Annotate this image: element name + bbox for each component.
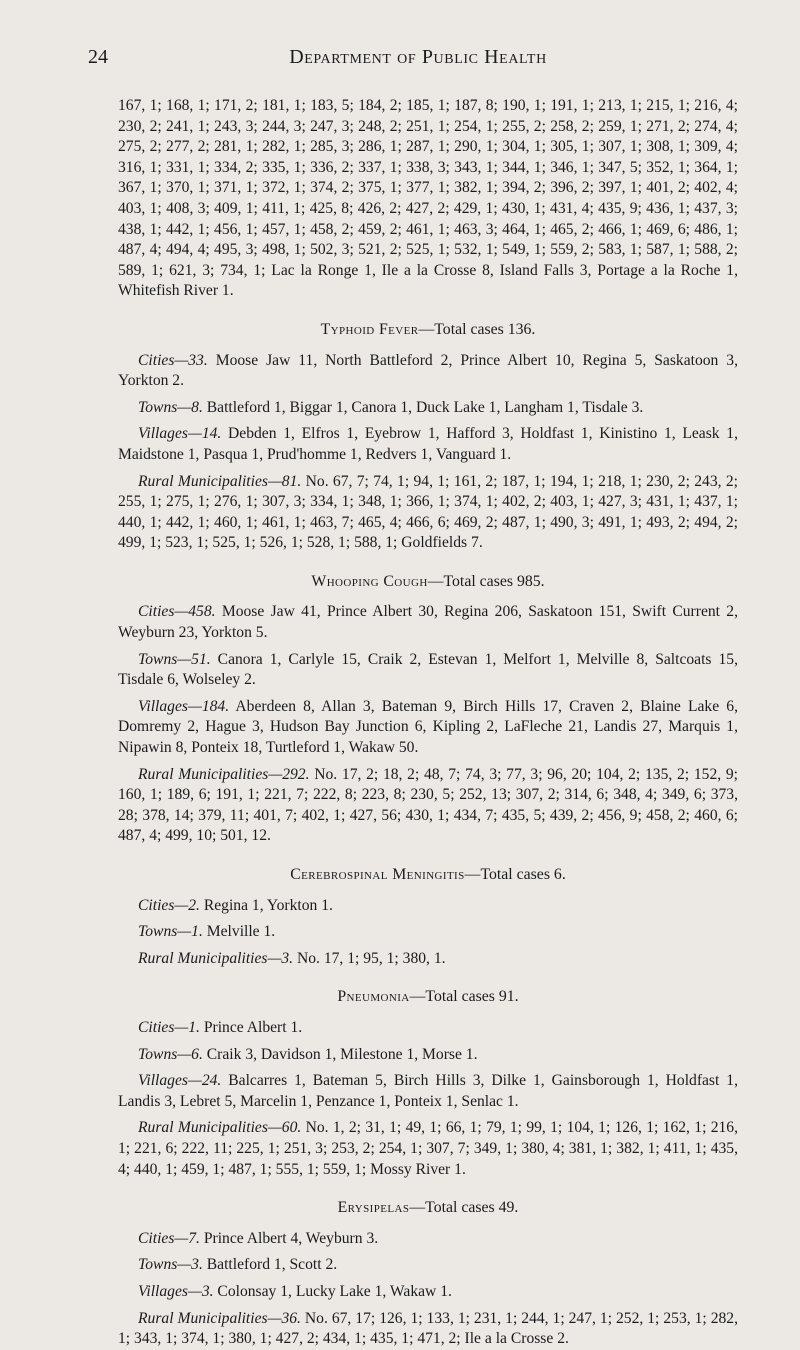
typhoid-towns: [118, 398, 738, 419]
page-number: 24: [88, 46, 108, 68]
category-label: Cities—458.: [138, 603, 216, 621]
category-label: Villages—3.: [138, 1282, 214, 1300]
typhoid-villages: [118, 424, 738, 465]
category-label: Villages—24.: [138, 1072, 222, 1090]
category-label: Villages—184.: [138, 697, 230, 715]
running-head: Department of Public Health: [289, 46, 547, 68]
category-text: Battleford 1, Biggar 1, Canora 1, Duck Lake 1, Langham 1, Tisdale 3.: [202, 398, 644, 416]
category-label: Towns—51.: [138, 650, 211, 668]
section-heading-whooping: [118, 572, 738, 593]
category-text: No. 17, 1; 95, 1; 380, 1.: [293, 949, 446, 967]
pneumonia-villages: [118, 1071, 738, 1112]
typhoid-cities: [118, 351, 738, 392]
section-total: —Total cases 6.: [464, 866, 566, 883]
category-label: Villages—14.: [138, 425, 222, 443]
section-name: Whooping Cough: [311, 572, 428, 590]
category-text: Moose Jaw 41, Prince Albert 30, Regina 206, Saskatoon 151, Swift Current 2, Weyburn 23, Yorkton 5.: [118, 603, 738, 642]
erysipelas-villages: [118, 1282, 738, 1303]
meningitis-cities: [118, 896, 738, 917]
category-text: Melville 1.: [202, 923, 276, 941]
category-text: Craik 3, Davidson 1, Milestone 1, Morse 1.: [202, 1045, 478, 1063]
section-heading-typhoid: [118, 320, 738, 341]
section-total: —Total cases 49.: [409, 1199, 519, 1217]
page-header: [88, 46, 748, 70]
section-name: Erysipelas: [337, 1199, 410, 1217]
pneumonia-towns: [118, 1045, 738, 1066]
pneumonia-rural: [118, 1118, 738, 1180]
category-label: Towns—6.: [138, 1045, 203, 1063]
category-label: Towns—1.: [138, 923, 203, 941]
category-label: Rural Municipalities—36.: [138, 1309, 301, 1327]
category-label: Cities—1.: [138, 1018, 200, 1036]
category-text: Aberdeen 8, Allan 3, Bateman 9, Birch Hills 17, Craven 2, Blaine Lake 6, Domremy 2, Hague 3, Hudson Bay Junction 6, Kipling 2, LaFleche 21, Landis 27, Marquis 1, Nipawin 8, Ponteix 18, Turtleford 1, Wakaw 50.: [118, 697, 738, 757]
category-text: No. 1, 2; 31, 1; 49, 1; 66, 1; 79, 1; 99, 1; 104, 1; 126, 1; 162, 1; 216, 1; 221, 6; 222, 11; 225, 1; 251, 3; 253, 2; 254, 1; 307, 7; 349, 1; 380, 4; 381, 1; 382, 1; 411, 1; 435, 4; 440, 1; 459, 1; 487, 1; 555, 1; 559, 1; Mossy River 1.: [118, 1119, 739, 1178]
meningitis-rural: [118, 949, 738, 970]
category-label: Cities—7.: [138, 1229, 200, 1247]
category-text: No. 67, 17; 126, 1; 133, 1; 231, 1; 244, 1; 247, 1; 252, 1; 253, 1; 282, 1; 343, 1; 374, 1; 380, 1; 427, 2; 434, 1; 435, 1; 471, 2; Ile a la Crosse 2.: [118, 1309, 739, 1348]
category-label: Rural Municipalities—292.: [138, 765, 310, 783]
category-text: Moose Jaw 11, North Battleford 2, Prince Albert 10, Regina 5, Saskatoon 3, Yorkton 2.: [118, 351, 738, 390]
typhoid-rural: [118, 472, 738, 554]
section-name: Cerebrospinal Meningitis: [290, 866, 465, 883]
section-heading-erysipelas: [118, 1198, 738, 1219]
category-label: Towns—3.: [138, 1256, 203, 1274]
category-label: Rural Municipalities—60.: [138, 1119, 302, 1137]
category-text: Prince Albert 4, Weyburn 3.: [199, 1229, 379, 1247]
section-total: —Total cases 985.: [427, 572, 545, 590]
category-label: Rural Municipalities—81.: [138, 472, 302, 490]
category-label: Towns—8.: [138, 398, 203, 416]
category-label: Rural Municipalities—3.: [138, 949, 294, 967]
category-text: Regina 1, Yorkton 1.: [199, 896, 333, 914]
section-total: —Total cases 91.: [409, 988, 519, 1006]
pneumonia-cities: [118, 1018, 738, 1039]
category-label: Cities—2.: [138, 896, 200, 914]
section-name: Typhoid Fever: [320, 320, 419, 338]
category-text: Canora 1, Carlyle 15, Craik 2, Estevan 1, Melfort 1, Melville 8, Saltcoats 15, Tisdale 6, Wolseley 2.: [118, 650, 738, 689]
section-heading-meningitis: [118, 865, 738, 886]
section-name: Pneumonia: [337, 988, 410, 1006]
category-text: No. 67, 7; 74, 1; 94, 1; 161, 2; 187, 1; 194, 1; 218, 1; 230, 2; 243, 2; 255, 1; 275, 1; 276, 1; 307, 3; 334, 1; 348, 1; 366, 1; 374, 1; 402, 2; 403, 1; 427, 3; 431, 1; 437, 1; 440, 1; 442, 1; 460, 1; 461, 1; 463, 7; 465, 4; 466, 6; 469, 2; 487, 1; 490, 3; 491, 1; 493, 2; 494, 2; 499, 1; 523, 1; 525, 1; 526, 1; 528, 1; 588, 1; Goldfields 7.: [118, 472, 738, 552]
intro-paragraph: 167, 1; 168, 1; 171, 2; 181, 1; 183, 5; 184, 2; 185, 1; 187, 8; 190, 1; 191, 1; 213, 1; 215, 1; 216, 4; 230, 2; 241, 1; 243, 3; 244, 3; 247, 3; 248, 2; 251, 1; 254, 1; 255, 2; 258, 2; 259, 1; 271, 2; 274, 4; 275, 2; 277, 2; 281, 1; 282, 1; 285, 3; 286, 1; 287, 1; 290, 1; 304, 1; 305, 1; 307, 1; 308, 1; 309, 4; 316, 1; 331, 1; 334, 2; 335, 1; 336, 2; 337, 1; 338, 3; 343, 1; 344, 1; 346, 1; 347, 5; 352, 1; 364, 1; 367, 1; 370, 1; 371, 1; 372, 1; 374, 2; 375, 1; 377, 1; 382, 1; 394, 2; 396, 2; 397, 1; 401, 2; 402, 4; 403, 1; 408, 3; 409, 1; 411, 1; 425, 8; 426, 2; 427, 2; 429, 1; 430, 1; 431, 4; 435, 9; 436, 1; 437, 3; 438, 1; 442, 1; 456, 1; 457, 1; 458, 2; 459, 2; 461, 1; 463, 3; 464, 1; 465, 2; 466, 1; 469, 6; 486, 1; 487, 4; 494, 4; 495, 3; 498, 1; 502, 3; 521, 2; 525, 1; 532, 1; 549, 1; 559, 2; 583, 1; 587, 1; 588, 2; 589, 1; 621, 3; 734, 1; Lac la Ronge 1, Ile a la Crosse 8, Island Falls 3, Portage a la Roche 1, Whitefish River 1.: [118, 97, 738, 300]
meningitis-towns: [118, 922, 738, 943]
whooping-cities: [118, 602, 738, 643]
category-text: Battleford 1, Scott 2.: [202, 1256, 338, 1274]
erysipelas-cities: [118, 1229, 738, 1250]
section-heading-pneumonia: [118, 987, 738, 1008]
erysipelas-towns: [118, 1255, 738, 1276]
whooping-towns: [118, 650, 738, 691]
category-label: Cities—33.: [138, 351, 208, 369]
whooping-rural: [118, 765, 738, 847]
whooping-villages: [118, 697, 738, 759]
section-total: —Total cases 136.: [418, 320, 536, 338]
category-text: Colonsay 1, Lucky Lake 1, Wakaw 1.: [213, 1282, 452, 1300]
erysipelas-rural: [118, 1309, 738, 1350]
category-text: Prince Albert 1.: [199, 1018, 303, 1036]
category-text: No. 17, 2; 18, 2; 48, 7; 74, 3; 77, 3; 96, 20; 104, 2; 135, 2; 152, 9; 160, 1; 189, 6; 191, 1; 221, 7; 222, 8; 223, 8; 230, 5; 252, 13; 307, 2; 314, 6; 348, 4; 349, 6; 373, 28; 378, 14; 379, 11; 401, 7; 402, 1; 427, 56; 430, 1; 434, 7; 435, 5; 439, 2; 456, 9; 458, 2; 460, 6; 487, 4; 499, 10; 501, 12.: [118, 765, 738, 845]
page-body: [118, 96, 738, 1350]
category-text: Debden 1, Elfros 1, Eyebrow 1, Hafford 3, Holdfast 1, Kinistino 1, Leask 1, Maidstone 1, Pasqua 1, Prud'homme 1, Redvers 1, Vanguard 1.: [118, 425, 738, 463]
category-text: Balcarres 1, Bateman 5, Birch Hills 3, Dilke 1, Gainsborough 1, Holdfast 1, Landis 3, Lebret 5, Marcelin 1, Penzance 1, Ponteix 1, Senlac 1.: [118, 1072, 738, 1110]
